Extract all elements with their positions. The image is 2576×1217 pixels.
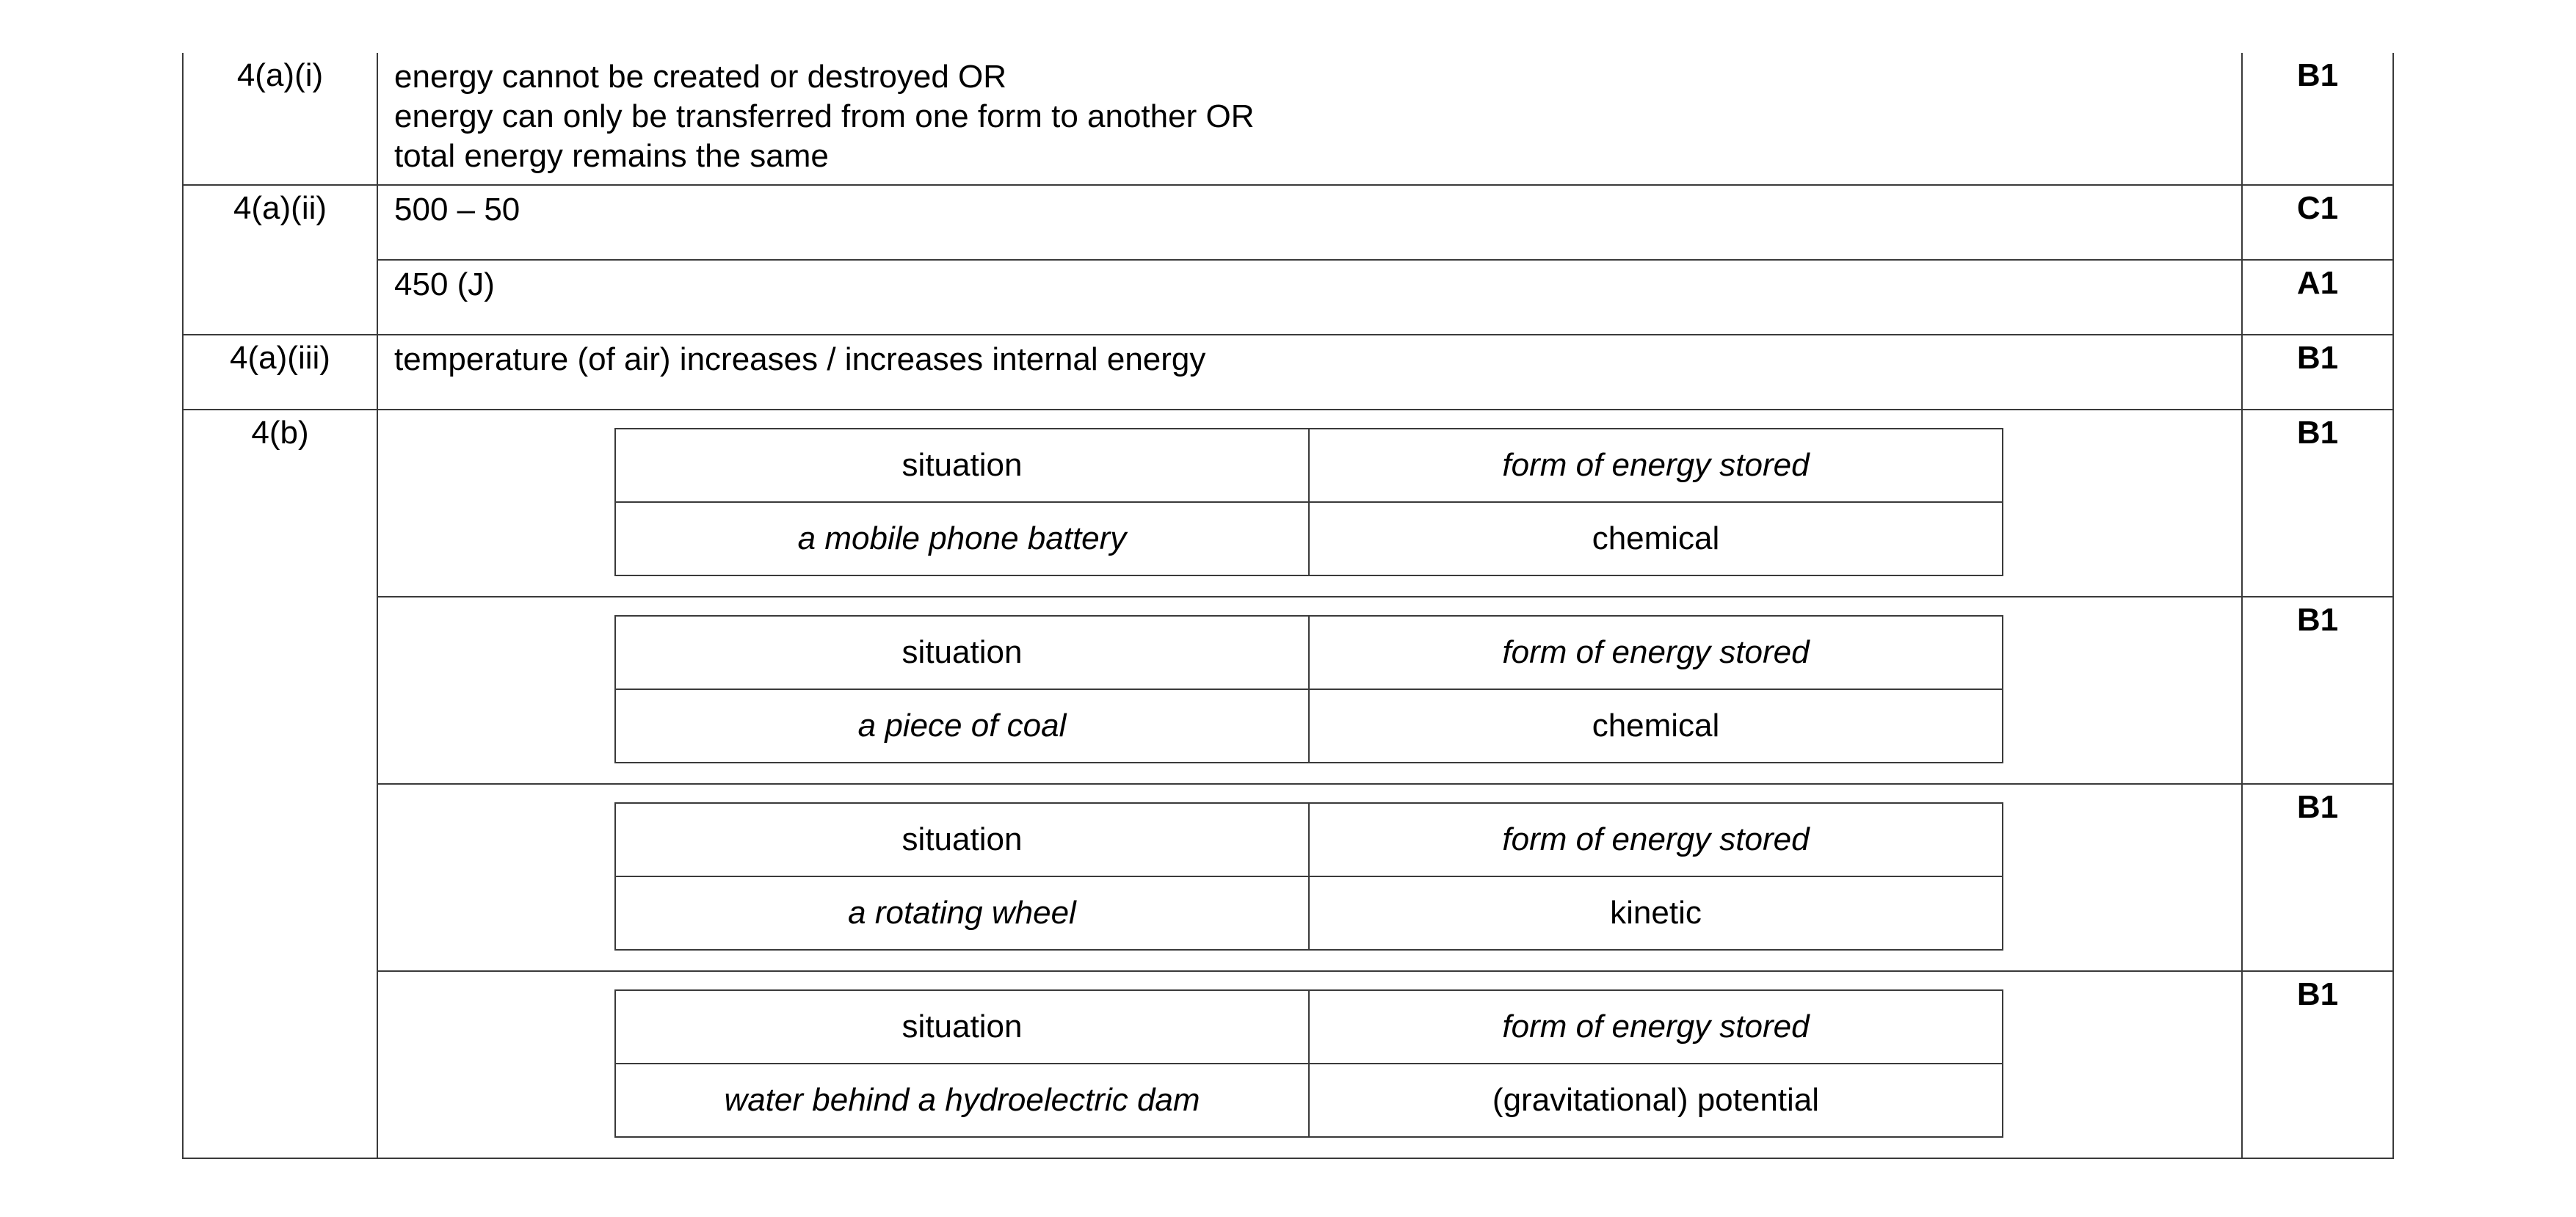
header-situation: situation [615, 429, 1309, 502]
row-4aiii [183, 335, 2393, 410]
form-value: chemical [1309, 689, 2003, 763]
question-number: 4(a)(i) [183, 53, 377, 185]
mark-code: C1 [2242, 185, 2393, 260]
row-4b-item [183, 597, 2393, 784]
situation-value: a piece of coal [615, 689, 1309, 763]
answer-cell [377, 53, 2242, 185]
situation-value: water behind a hydroelectric dam [615, 1064, 1309, 1137]
question-number: 4(b) [183, 410, 377, 1158]
form-value: (gravitational) potential [1309, 1064, 2003, 1137]
row-4aii-second [183, 260, 2393, 335]
question-number: 4(a)(ii) [183, 185, 377, 335]
answer-line: energy can only be transferred from one form to another OR [394, 98, 1255, 134]
header-form: form of energy stored [1309, 429, 2003, 502]
answer-cell: 500 – 50 [377, 185, 2242, 260]
answer-cell [377, 597, 2242, 784]
row-4b-item [183, 971, 2393, 1158]
form-value: chemical [1309, 502, 2003, 575]
situation-value: a mobile phone battery [615, 502, 1309, 575]
mark-code: A1 [2242, 260, 2393, 335]
energy-store-table [614, 428, 2003, 576]
header-situation: situation [615, 803, 1309, 876]
header-situation: situation [615, 990, 1309, 1064]
mark-code: B1 [2242, 53, 2393, 185]
answer-cell: 450 (J) [377, 260, 2242, 335]
mark-code: B1 [2242, 784, 2393, 971]
answer-line: total energy remains the same [394, 138, 829, 174]
mark-code: B1 [2242, 410, 2393, 597]
row-4b-item [183, 784, 2393, 971]
answer-line: energy cannot be created or destroyed OR [394, 59, 1007, 95]
mark-code: B1 [2242, 597, 2393, 784]
mark-scheme-table [182, 53, 2394, 1159]
answer-cell: temperature (of air) increases / increases internal energy [377, 335, 2242, 410]
header-form: form of energy stored [1309, 616, 2003, 689]
header-form: form of energy stored [1309, 803, 2003, 876]
form-value: kinetic [1309, 876, 2003, 950]
energy-store-table [614, 989, 2003, 1138]
header-situation: situation [615, 616, 1309, 689]
energy-store-table [614, 802, 2003, 951]
answer-cell [377, 410, 2242, 597]
energy-store-table [614, 615, 2003, 763]
mark-code: B1 [2242, 971, 2393, 1158]
question-number: 4(a)(iii) [183, 335, 377, 410]
situation-value: a rotating wheel [615, 876, 1309, 950]
row-4b-item [183, 410, 2393, 597]
header-form: form of energy stored [1309, 990, 2003, 1064]
row-4aii-first [183, 185, 2393, 260]
answer-cell [377, 784, 2242, 971]
mark-code: B1 [2242, 335, 2393, 410]
answer-cell [377, 971, 2242, 1158]
row-4ai [183, 53, 2393, 185]
